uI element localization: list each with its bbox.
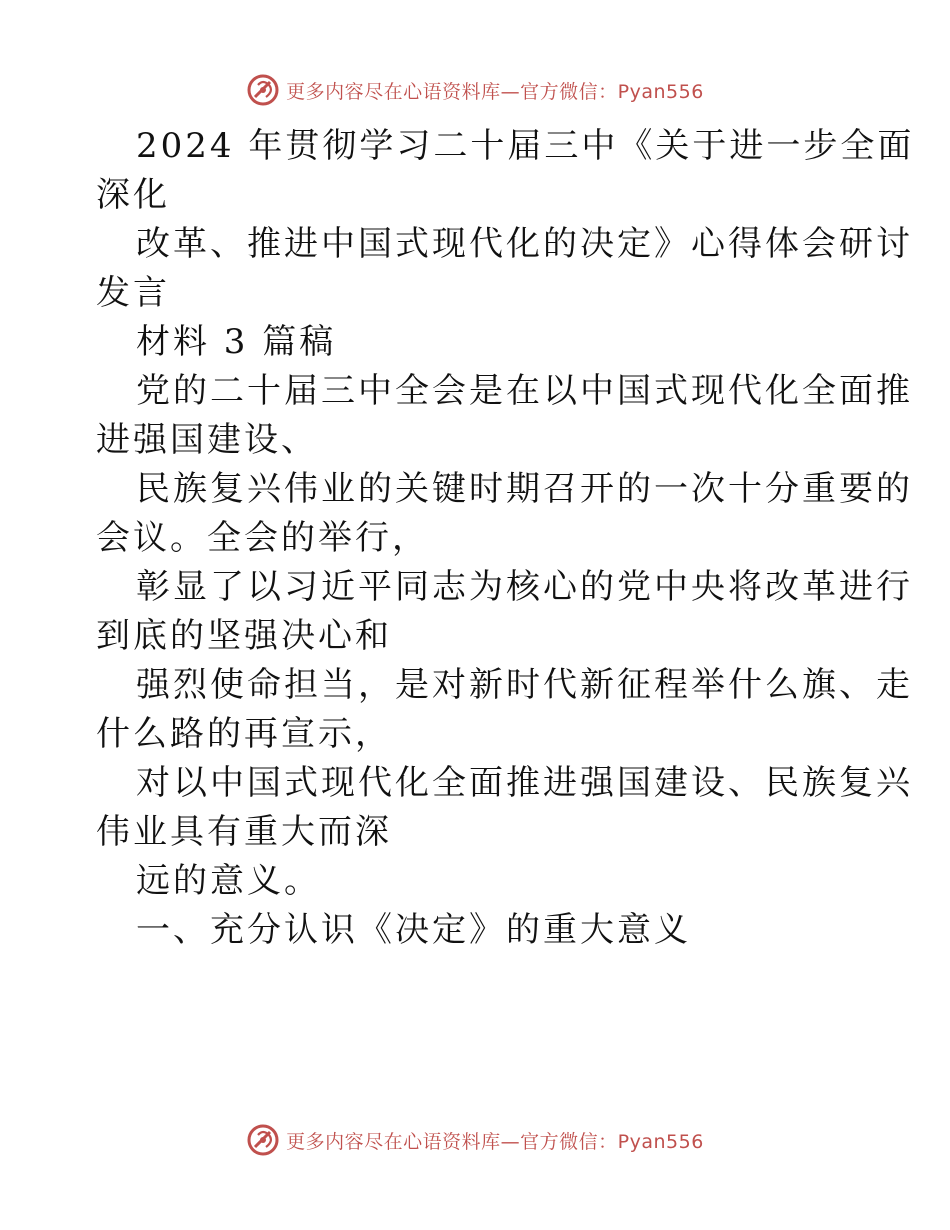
document-body [96,122,915,955]
header-banner [0,70,950,110]
header-banner-text: 更多内容尽在心语资料库 [286,80,501,103]
paragraph-line: 强烈使命担当，是对新时代新征程举什么旗、走 [136,665,913,705]
paragraph-line: 党的二十届三中全会是在以中国式现代化全面推 [136,371,913,411]
paragraph-line: 会议。全会的举行， [96,518,429,558]
red-seal-logo-icon [246,1123,280,1157]
footer-banner-separator: — [500,1130,521,1153]
title-line-2: 深化 [96,175,170,215]
title-line-4: 发言 [96,273,170,313]
footer-banner-text: 更多内容尽在心语资料库 [286,1130,501,1153]
section-heading: 一、充分认识《决定》的重大意义 [136,910,691,950]
paragraph-line: 什么路的再宣示， [96,714,392,754]
title-line-5: 材料 3 篇稿 [136,322,337,362]
footer-banner-wechat: 官方微信：Pyan556 [520,1130,704,1153]
paragraph-line: 彰显了以习近平同志为核心的党中央将改革进行 [136,567,913,607]
paragraph-line: 到底的坚强决心和 [96,616,392,656]
paragraph-line: 伟业具有重大而深 [96,812,392,852]
header-banner-separator: — [500,80,521,103]
paragraph-line: 对以中国式现代化全面推进强国建设、民族复兴 [136,763,913,803]
paragraph-line: 远的意义。 [136,861,321,901]
paragraph-line: 进强国建设、 [96,420,318,460]
paragraph-line: 民族复兴伟业的关键时期召开的一次十分重要的 [136,469,913,509]
title-line-3: 改革、推进中国式现代化的决定》心得体会研讨 [136,224,913,264]
footer-banner [0,1120,950,1160]
red-seal-logo-icon [246,73,280,107]
header-banner-wechat: 官方微信：Pyan556 [520,80,704,103]
title-line-1: 2024 年贯彻学习二十届三中《关于进一步全面 [136,126,915,166]
